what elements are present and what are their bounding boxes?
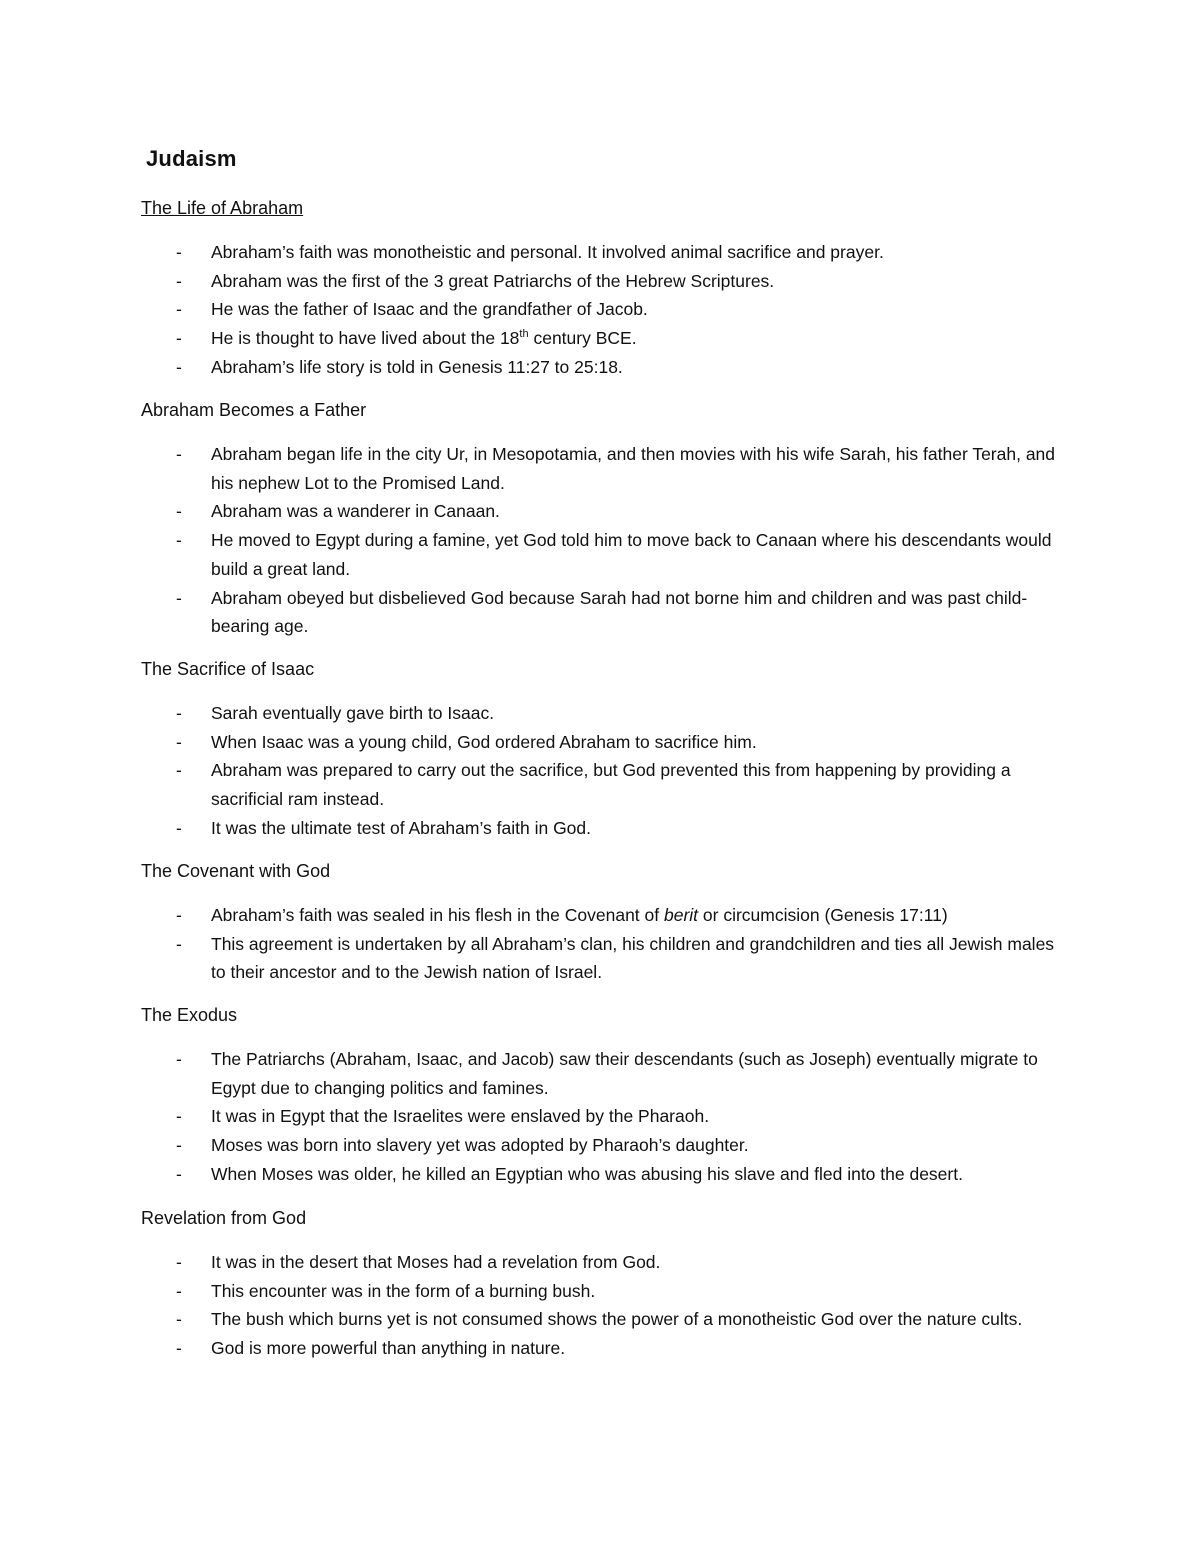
bullet-dash: -	[176, 1309, 182, 1330]
section-revelation-from-god	[141, 1204, 1101, 1363]
bullet-dash: -	[176, 1106, 182, 1127]
list-item: - When Moses was older, he killed an Egyptian who was abusing his slave and fled into the desert.	[141, 1160, 1061, 1189]
list-item: - Abraham began life in the city Ur, in Mesopotamia, and then movies with his wife Sarah, his father Terah, and his nephew Lot to the Promised Land.	[141, 440, 1061, 497]
bullet-dash: -	[176, 1252, 182, 1272]
list-item: - When Isaac was a young child, God ordered Abraham to sacrifice him.	[141, 728, 1061, 757]
bullet-dash: -	[176, 242, 182, 262]
list-item: - He is thought to have lived about the 18th century BCE.	[141, 324, 1061, 353]
list-item: - It was the ultimate test of Abraham’s faith in God.	[141, 814, 1061, 843]
bullet-dash: -	[176, 933, 182, 954]
bullet-dash: -	[176, 501, 182, 522]
list-item: - He moved to Egypt during a famine, yet God told him to move back to Canaan where his descendants would build a great land.	[141, 526, 1061, 583]
section-heading: The Exodus	[141, 1005, 238, 1025]
list-item: - Abraham was prepared to carry out the sacrifice, but God prevented this from happening by providing a sacrificial ram instead.	[141, 756, 1061, 813]
bullet-dash: -	[176, 760, 182, 781]
bullet-list	[141, 699, 1101, 843]
list-item: - Abraham obeyed but disbelieved God because Sarah had not borne him and children and was past child-bearing age.	[141, 584, 1061, 641]
section-heading: Revelation from God	[141, 1208, 307, 1228]
section-covenant-with-god	[141, 857, 1101, 987]
list-item: - Sarah eventually gave birth to Isaac.	[141, 699, 1061, 728]
section-heading: The Covenant with God	[141, 861, 331, 881]
bullet-dash: -	[176, 817, 182, 838]
section-life-of-abraham	[141, 194, 1101, 382]
list-item: - Abraham’s faith was monotheistic and personal. It involved animal sacrifice and prayer.	[141, 238, 1061, 267]
bullet-dash: -	[176, 328, 182, 349]
bullet-dash: -	[176, 731, 182, 752]
bullet-dash: -	[176, 1338, 182, 1359]
list-item: - He was the father of Isaac and the grandfather of Jacob.	[141, 295, 1061, 324]
superscript: th	[519, 328, 529, 341]
bullet-dash: -	[176, 444, 182, 464]
bullet-list	[141, 238, 1101, 382]
bullet-dash: -	[176, 1280, 182, 1301]
section-sacrifice-of-isaac	[141, 655, 1101, 843]
bullet-list	[141, 901, 1101, 987]
section-heading: The Sacrifice of Isaac	[141, 659, 315, 679]
bullet-dash: -	[176, 1135, 182, 1156]
list-item: - This encounter was in the form of a burning bush.	[141, 1277, 1061, 1306]
bullet-dash: -	[176, 1049, 182, 1069]
list-item: - The bush which burns yet is not consumed shows the power of a monotheistic God over the nature cults.	[141, 1305, 1061, 1334]
bullet-dash: -	[176, 905, 182, 925]
list-item: - Abraham’s life story is told in Genesis 11:27 to 25:18.	[141, 353, 1061, 382]
bullet-dash: -	[176, 1163, 182, 1184]
bullet-dash: -	[176, 587, 182, 608]
list-item: - Moses was born into slavery yet was adopted by Pharaoh’s daughter.	[141, 1131, 1061, 1160]
section-heading: The Life of Abraham	[141, 198, 304, 218]
bullet-dash: -	[176, 299, 182, 320]
document-title: Judaism	[146, 146, 237, 171]
list-item: - Abraham was the first of the 3 great Patriarchs of the Hebrew Scriptures.	[141, 267, 1061, 296]
list-item: - It was in Egypt that the Israelites were enslaved by the Pharaoh.	[141, 1102, 1061, 1131]
bullet-dash: -	[176, 530, 182, 551]
italic-term: berit	[664, 905, 699, 925]
list-item: - It was in the desert that Moses had a revelation from God.	[141, 1248, 1061, 1277]
bullet-dash: -	[176, 270, 182, 291]
bullet-list	[141, 1045, 1101, 1189]
bullet-dash: -	[176, 356, 182, 377]
bullet-list	[141, 440, 1101, 641]
bullet-list	[141, 1248, 1101, 1363]
bullet-dash: -	[176, 703, 182, 723]
list-item: - God is more powerful than anything in nature.	[141, 1334, 1061, 1363]
section-heading: Abraham Becomes a Father	[141, 400, 367, 420]
list-item: - Abraham was a wanderer in Canaan.	[141, 497, 1061, 526]
list-item: - This agreement is undertaken by all Abraham’s clan, his children and grandchildren and ties all Jewish males to their ancestor and to the Jewish nation of Israel.	[141, 930, 1061, 987]
list-item: - The Patriarchs (Abraham, Isaac, and Jacob) saw their descendants (such as Joseph) eventually migrate to Egypt due to changing politics and famines.	[141, 1045, 1061, 1102]
section-abraham-becomes-a-father	[141, 396, 1101, 641]
list-item: - Abraham’s faith was sealed in his flesh in the Covenant of berit or circumcision (Genesis 17:11)	[141, 901, 1061, 930]
section-the-exodus	[141, 1001, 1101, 1189]
